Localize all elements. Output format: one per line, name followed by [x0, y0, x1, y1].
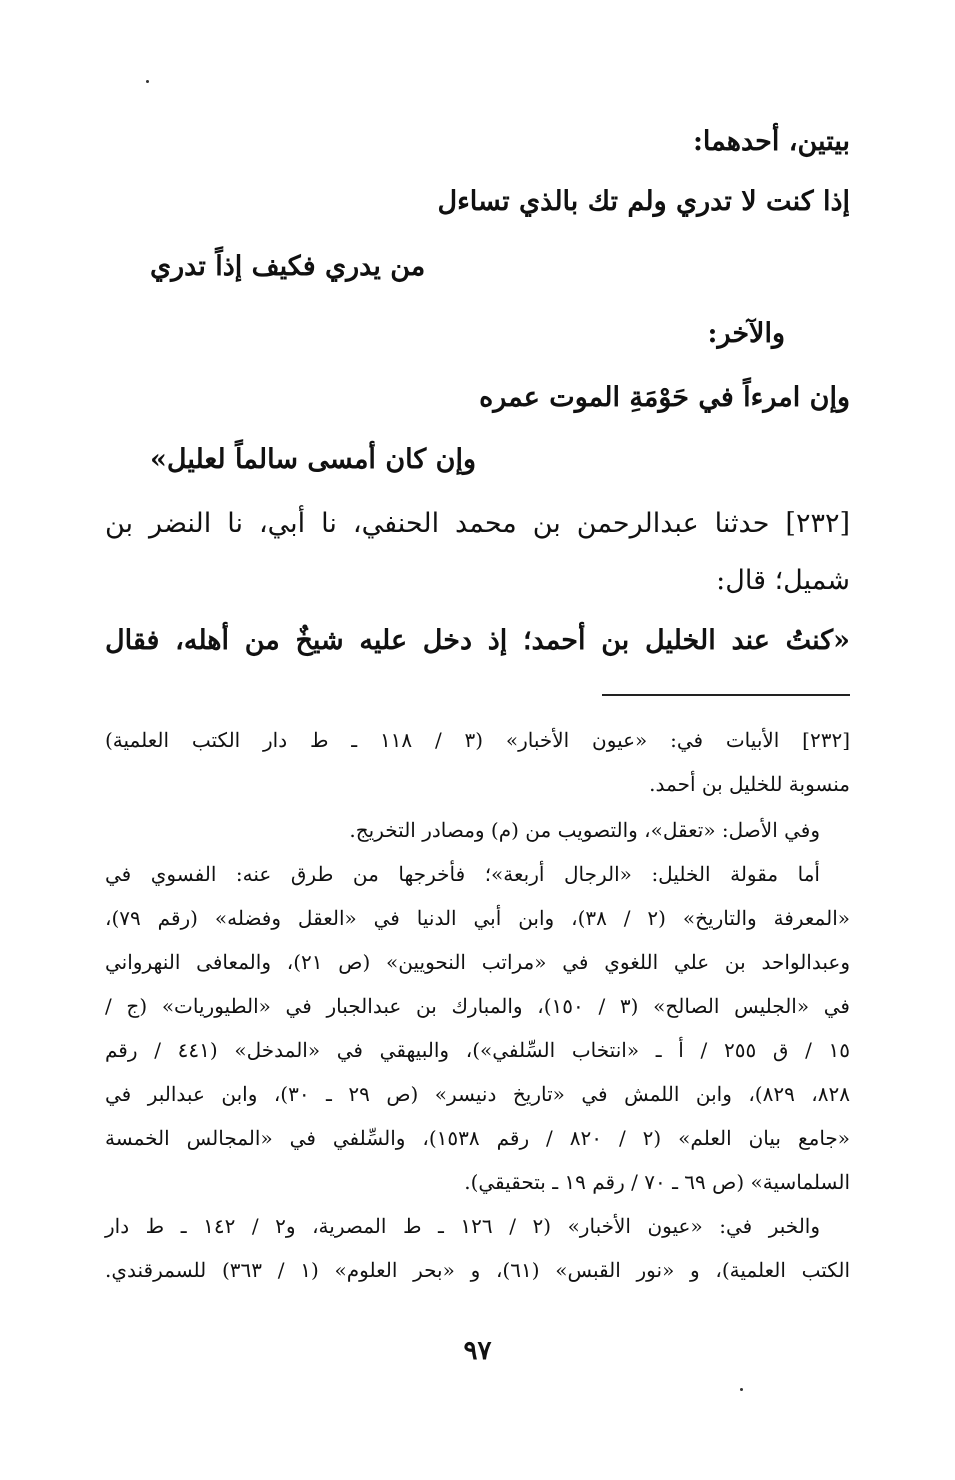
- footnote-line: أما مقولة الخليل: «الرجال أربعة»؛ فأخرجها من طرق عنه: الفسوي في: [105, 862, 820, 886]
- verse-1-hemistich-b: من يدري فكيف إذاً تدري: [150, 251, 426, 282]
- footnote-line: [٢٣٢] الأبيات في: «عيون الأخبار» (٣ / ١١٨ ـ ط دار الكتب العلمية): [105, 728, 851, 752]
- ink-speck: [146, 80, 149, 83]
- hadith-chain-line-1: [٢٣٢] حدثنا عبدالرحمن بن محمد الحنفي، نا أبي، نا النضر بن: [105, 508, 850, 539]
- footnote-line: في «الجليس الصالح» (٣ / ١٥٠)، والمبارك بن عبدالجبار في «الطيوريات» (ج /: [105, 994, 850, 1018]
- footnote-line: ٨٢٨، ٨٢٩)، وابن اللمش في «تاريخ دنيسر» (ص ٢٩ ـ ٣٠)، وابن عبدالبر في: [105, 1082, 851, 1106]
- other-verse-label: والآخر:: [707, 318, 785, 349]
- footnote-line: وفي الأصل: «تعقل»، والتصويب من (م) ومصادر التخريج.: [349, 818, 820, 842]
- page-number: ٩٧: [463, 1336, 492, 1366]
- footnote-line: منسوبة للخليل بن أحمد.: [649, 772, 850, 796]
- hadith-text-line: «كنتُ عند الخليل بن أحمد؛ إذ دخل عليه شيخٌ من أهله، فقال: [105, 625, 850, 656]
- intro-line: بيتين، أحدهما:: [692, 126, 850, 157]
- footnote-line: «المعرفة والتاريخ» (٢ / ٣٨)، وابن أبي الدنيا في «العقل وفضله» (رقم ٧٩)،: [105, 906, 851, 930]
- footnote-line: الكتب العلمية)، و «نور القبس» (٦١)، و «بحر العلوم» (١ / ٣٦٣) للسمرقندي.: [105, 1258, 851, 1282]
- hadith-chain-line-2: شميل؛ قال:: [716, 565, 850, 596]
- footnote-line: السلماسية» (ص ٦٩ ـ ٧٠ / رقم ١٩ ـ بتحقيقي).: [464, 1170, 850, 1194]
- footnote-line: والخبر في: «عيون الأخبار» (٢ / ١٢٦ ـ ط المصرية، و٢ / ١٤٢ ـ ط دار: [105, 1214, 821, 1238]
- footnote-line: وعبدالواحد بن علي اللغوي في «مراتب النحويين» (ص ٢١)، والمعافى النهرواني: [105, 950, 850, 974]
- ink-speck: [740, 1388, 743, 1391]
- verse-2-hemistich-b: وإن كان أمسى سالماً لعليل»: [150, 444, 477, 475]
- footnote-separator: [602, 694, 850, 696]
- footnote-line: ١٥ / ق ٢٥٥ / أ ـ «انتخاب السِّلفي»)، والبيهقي في «المدخل» (٤٤١ / رقم: [105, 1038, 851, 1062]
- verse-1-hemistich-a: إذا كنت لا تدري ولم تك بالذي تساءل: [437, 186, 850, 217]
- verse-2-hemistich-a: وإن امرءاً في حَوْمَةِ الموت عمره: [479, 382, 850, 413]
- footnote-line: «جامع بيان العلم» (٢ / ٨٢٠ / رقم ١٥٣٨)، والسِّلفي في «المجالس الخمسة: [105, 1126, 851, 1150]
